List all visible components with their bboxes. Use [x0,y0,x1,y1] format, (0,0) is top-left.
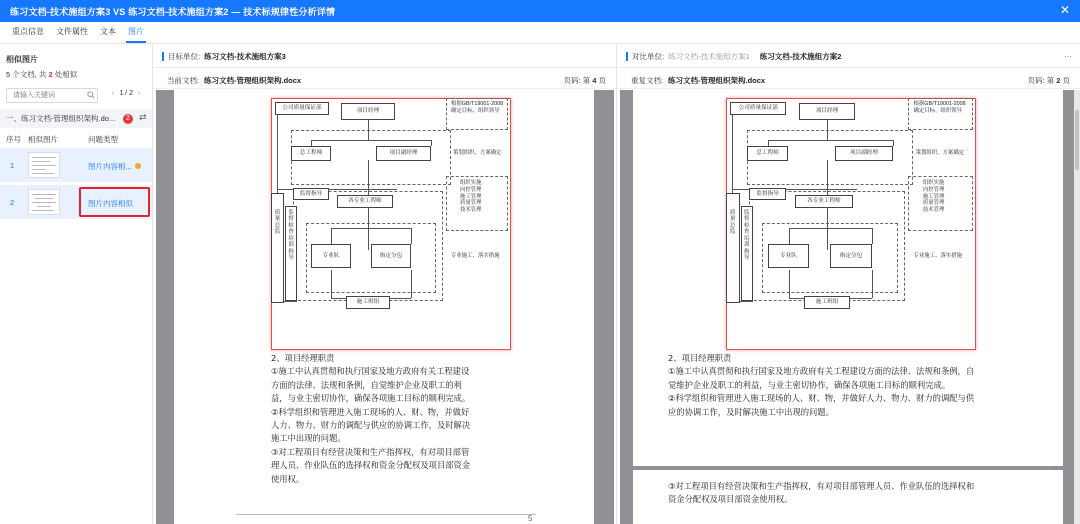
list-item[interactable] [0,185,152,219]
target-value: 练习文档-技术施组方案3 [204,51,286,61]
text-line: 人力、物力、财力的调配与供应的协调工作，及时解决 [271,420,471,431]
connector-line [368,208,369,250]
compare-unit-other[interactable]: 练习文档-技术施组方案1 [668,51,750,61]
count-suffix: 处相似 [52,70,78,79]
chart-label-quality-director: 质量总监 [729,210,736,236]
connector-line [872,270,873,298]
org-chart-image[interactable] [726,98,976,350]
doc-name: 练习文档-管理组织架构.docx [204,76,302,85]
status-dot [135,163,141,169]
chart-box-crew: 施工班组 [346,296,390,309]
watermark [8,488,94,509]
page-number: 2 [1056,76,1061,85]
row-index: 1 [10,161,15,170]
tab-key-info[interactable]: 重点信息 [12,27,44,36]
scrollbar-thumb[interactable] [1075,110,1079,170]
page-indicator [563,75,606,86]
chart-box-supervisor: 监督指导 [749,188,787,200]
document-viewer[interactable] [620,90,1078,524]
compare-unit-active[interactable]: 练习文档-技术施组方案2 [759,51,842,61]
chart-label-supervise: 监督检查培训指导 [743,210,750,261]
document-viewer[interactable] [156,90,614,524]
title-bar [0,0,1080,22]
list-item[interactable] [0,148,152,182]
connector-line [827,160,828,196]
org-chart-image[interactable] [271,98,511,350]
pager [112,90,140,97]
chart-box-subcontract: 指定分包 [371,244,411,268]
page-suffix: 页 [1060,76,1070,85]
sidebar-title: 相似图片 [6,55,38,64]
connector-line [411,270,412,298]
connector-line [789,228,790,244]
chart-label-supervise: 监督检查培训指导 [288,210,294,261]
connector-line [331,228,411,229]
text-line: ①施工中认真贯彻和执行国家及地方政府有关工程建设方面的法律、法规和条例，自 [668,366,975,377]
document-group-header[interactable] [0,109,152,128]
current-doc-bar [154,69,616,89]
group-count-badge: 2 [123,114,133,124]
page-prefix: 页码: 第 [563,76,593,85]
chart-box-team: 专业队 [768,244,810,268]
page-prefix: 页码: 第 [1027,76,1057,85]
watermark-text: 大数跨境 [30,491,95,508]
chart-box-engineers: 各专业工程师 [795,195,853,208]
row-type: 图片内容相似 [88,199,133,208]
search-input[interactable] [6,88,98,103]
connector-line [768,140,893,141]
connector-line [331,228,332,244]
list-header [0,131,152,147]
chart-box-team: 专业队 [311,244,351,268]
row-type: 图片内容相... [88,162,132,171]
chart-box-chief-engineer: 总工程师 [747,146,789,161]
duplicate-doc-bar [618,69,1080,89]
page-footer-line [236,514,536,515]
row-index: 2 [10,198,15,207]
tab-images[interactable]: 图片 [122,21,150,43]
connector-line [368,160,369,196]
chart-box-chief-engineer: 总工程师 [291,146,331,161]
chart-box-pm: 项目经理 [341,103,395,120]
doc-label: 重复文档: [631,76,664,85]
col-image: 相似图片 [28,135,58,144]
more-icon[interactable]: ··· [1064,51,1072,61]
chart-note-standard: 根据GB/T19001-2008 确定目标，组织领导 [451,101,504,114]
chart-box-pm: 项目经理 [799,103,855,120]
prev-page-icon[interactable]: ‹ [112,90,115,97]
selection-highlight [79,187,150,217]
page-number: 4 [592,76,597,85]
sidebar [0,45,153,524]
swap-icon[interactable]: ⇄ [139,112,147,122]
page-number-footer: 5 [528,514,533,523]
text-line: 觉维护企业及职工的利益，与业主密切协作，确保各项施工目标的顺利完成。 [668,379,951,390]
chart-note-plan: 策划组织、方案确定 [453,150,502,156]
document-page [633,90,1063,466]
text-line: ③对工程项目有经营决策和生产指挥权，有对项目部管理人员、作业队伍的选择权和 [668,481,975,491]
group-label: 一、练习文档-管理组织架构.do... [6,114,116,123]
close-icon[interactable]: ✕ [1059,3,1070,17]
document-text [668,480,1058,507]
section-heading: 2、项目经理职责 [271,353,335,363]
chart-box-deputy-pm: 项目副经理 [376,146,431,161]
pager-text: 1 / 2 [119,90,133,97]
text-line: 资金分配权及项目部资金使用权。 [668,494,793,505]
text-line: 益，与业主密切协作，确保各项施工目标的顺利完成。 [271,393,471,404]
tab-file-properties[interactable]: 文件属性 [56,27,88,36]
chart-box-company: 公司质量保证部 [275,102,329,115]
accent-bar [162,52,164,61]
chart-box-deputy-pm: 项目副经理 [835,146,892,161]
logo-icon: ◎ [8,490,26,508]
document-page-next [633,470,1063,524]
connector-line [827,120,828,140]
text-line: ②科学组织和管理进入施工现场的人、财、物，并做好人力、物力、财力的调配与供 [668,393,975,404]
chart-note-duties: 组织实施 向控管理 施工管理 质量管理 技术管理 [922,180,945,213]
similarity-count [6,69,77,80]
connector-line [311,140,431,141]
connector-line [331,270,332,298]
image-thumbnail[interactable] [28,189,60,215]
text-line: ③对工程项目有经营决策和生产指挥权，有对项目部管 [271,446,470,457]
col-index: 序号 [6,135,21,144]
doc-label: 当前文档: [167,76,200,85]
text-line: ①施工中认真贯彻和执行国家及地方政府有关工程建设 [271,366,470,377]
count-number: 2 [48,70,53,79]
connector-line [789,228,872,229]
connector-line [411,228,412,244]
chart-note-construction: 专业施工、落实措施 [913,253,963,259]
chart-label-quality-director: 质量总监 [274,210,281,236]
scrollbar[interactable] [1074,90,1080,524]
text-line: 方面的法律、法规和条例，自觉维护企业及职工的利 [271,379,462,390]
next-page-icon[interactable]: › [137,90,141,97]
count-prefix: 5 个文档, 共 [6,70,49,79]
target-header [154,45,616,68]
document-text [271,352,531,486]
connector-line [368,120,369,140]
document-page [174,90,594,524]
connector-line [789,270,790,298]
chart-box-engineers: 各专业工程师 [337,195,393,208]
search-icon[interactable] [87,91,95,99]
compare-panel [618,45,1080,524]
chart-box-supervisor: 监督指导 [293,188,329,200]
col-type: 问题类型 [88,135,118,144]
chart-note-standard: 根据GB/T19001-2008 确定目标，组织领导 [913,101,966,114]
target-panel [154,45,617,524]
document-text [668,352,1058,419]
connector-line [893,140,894,146]
chart-box-subcontract: 指定分包 [830,244,872,268]
text-line: 应的协调工作，及时解决施工中出现的问题。 [668,406,834,417]
chart-note-construction: 专业施工、落实措施 [451,253,500,259]
page-indicator [1027,75,1070,86]
accent-bar [626,52,628,61]
chart-box-crew: 施工班组 [804,296,850,309]
connector-line [431,140,432,146]
connector-line [827,208,828,250]
compare-label: 对比单位: [632,51,665,61]
compare-header [618,45,1080,68]
tab-bar [0,22,1080,44]
connector-line [872,228,873,244]
image-thumbnail[interactable] [28,152,60,178]
window-title: 练习文档-技术施组方案3 VS 练习文档-技术施组方案2 — 技术标规律性分析详情 [10,6,336,17]
text-line: ②科学组织和管理进入施工现场的人、财、物，并做好 [271,406,470,417]
section-heading: 2、项目经理职责 [668,353,732,363]
chart-note-plan: 策划组织、方案确定 [915,150,965,156]
target-label: 目标单位: [168,51,201,61]
chart-note-duties: 组织实施 向控管理 施工管理 质量管理 技术管理 [460,180,482,213]
chart-box-company: 公司质量保证部 [730,102,786,115]
tab-text[interactable]: 文本 [100,27,116,36]
text-line: 施工中出现的问题。 [271,433,346,444]
text-line: 使用权。 [271,473,305,484]
text-line: 理人员、作业队伍的选择权和资金分配权及项目部资金 [271,460,471,471]
page-suffix: 页 [596,76,606,85]
doc-name: 练习文档-管理组织架构.docx [668,76,766,85]
